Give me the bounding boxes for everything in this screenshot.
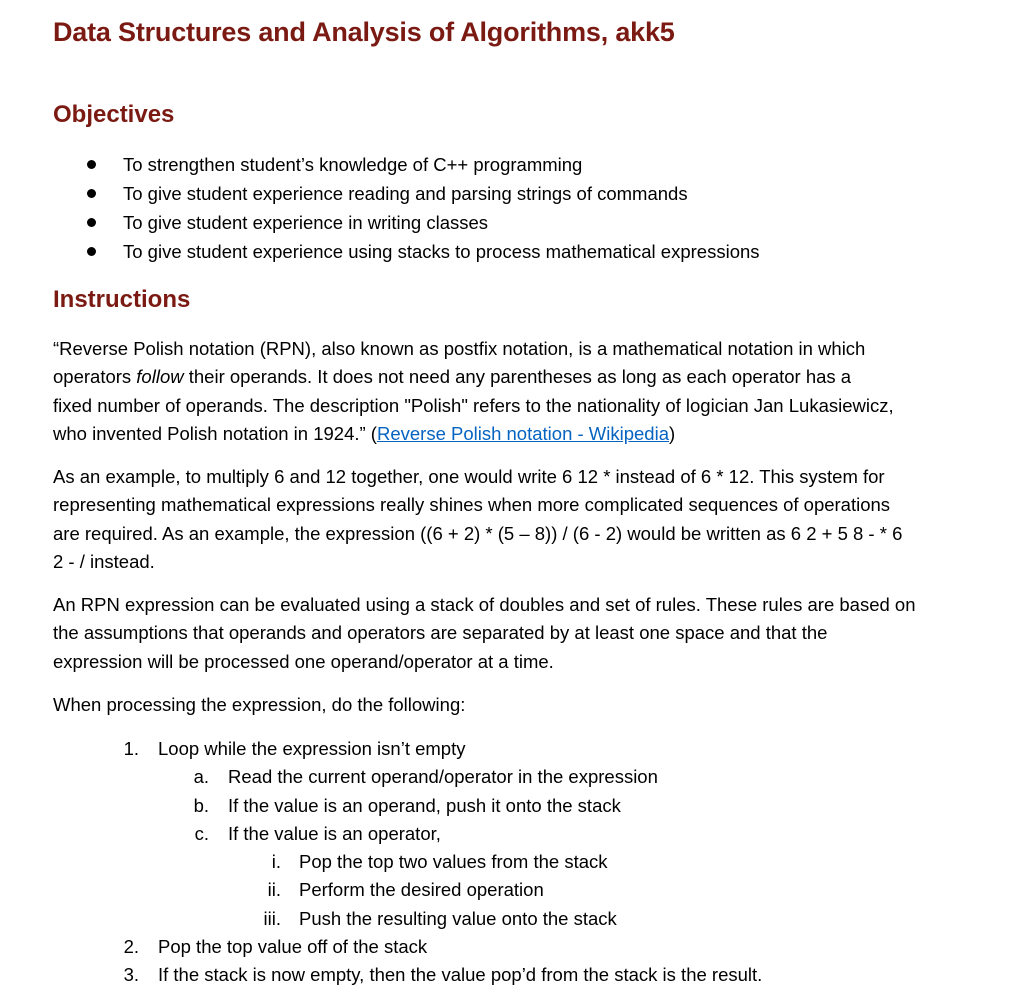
- text-run: their operands. It does not need any parentheses as long as each operator has a: [183, 366, 852, 388]
- objective-text: To strengthen student’s knowledge of C++ programming: [123, 154, 583, 175]
- step-text: Read the current operand/operator in the expression: [228, 766, 658, 788]
- bullet-icon: [87, 160, 96, 169]
- text-run: operators: [53, 366, 137, 388]
- step-item: [53, 848, 963, 876]
- step-marker: i.: [271, 851, 281, 873]
- step-marker: b.: [193, 794, 209, 816]
- step-marker: 2.: [123, 936, 139, 958]
- instructions-heading: Instructions: [53, 286, 191, 313]
- step-marker: 3.: [123, 964, 139, 986]
- paragraph-line: “Reverse Polish notation (RPN), also known as postfix notation, is a mathematical notation in which: [53, 338, 866, 359]
- paragraph-line: are required. As an example, the expression ((6 + 2) * (5 – 8)) / (6 - 2) would be written as 6 2 + 5 8 - * 6: [53, 522, 903, 544]
- step-item: [53, 905, 963, 933]
- paragraph-line: fixed number of operands. The description "Polish" refers to the nationality of logician Jan Lukasiewicz,: [53, 394, 894, 416]
- paragraph-line: representing mathematical expressions really shines when more complicated sequences of operations: [53, 494, 891, 516]
- bullet-icon: [87, 189, 96, 198]
- step-text: Pop the top two values from the stack: [299, 851, 608, 873]
- step-item: [53, 735, 963, 763]
- bullet-icon: [87, 247, 96, 256]
- list-item: [53, 152, 760, 181]
- paragraph-line: As an example, to multiply 6 and 12 together, one would write 6 12 * instead of 6 * 12. This system for: [53, 466, 885, 487]
- text-run: who invented Polish notation in 1924.” (: [53, 422, 377, 444]
- step-item: [53, 961, 963, 989]
- objectives-heading: Objectives: [53, 101, 175, 128]
- step-item: [53, 820, 963, 848]
- paragraph-line: An RPN expression can be evaluated using a stack of doubles and set of rules. These rules are based on: [53, 594, 916, 615]
- list-item: [53, 239, 760, 268]
- step-marker: a.: [193, 766, 209, 788]
- step-text: Pop the top value off of the stack: [158, 936, 428, 958]
- objective-text: To give student experience reading and parsing strings of commands: [123, 183, 688, 204]
- emphasis-text: follow: [136, 366, 184, 388]
- step-text: Loop while the expression isn’t empty: [158, 738, 466, 759]
- step-text: Perform the desired operation: [299, 879, 544, 901]
- paragraph-line: [53, 420, 963, 448]
- paragraph-line: [53, 363, 963, 391]
- evaluation-paragraph: [53, 591, 963, 676]
- rpn-quote-paragraph: [53, 335, 963, 448]
- step-text: If the stack is now empty, then the value pop’d from the stack is the result.: [158, 964, 763, 986]
- list-item: [53, 181, 760, 210]
- wikipedia-link[interactable]: Reverse Polish notation - Wikipedia: [376, 422, 669, 444]
- document-title: Data Structures and Analysis of Algorithms, akk5: [53, 17, 675, 47]
- paragraph-line: the assumptions that operands and operators are separated by at least one space and that the: [53, 622, 828, 644]
- list-item: [53, 210, 760, 239]
- step-item: [53, 933, 963, 961]
- objective-text: To give student experience in writing classes: [123, 212, 489, 233]
- step-marker: c.: [194, 822, 209, 844]
- step-item: [53, 763, 963, 791]
- step-text: If the value is an operand, push it onto the stack: [228, 794, 621, 816]
- step-text: Push the resulting value onto the stack: [299, 907, 617, 929]
- step-marker: ii.: [267, 879, 281, 901]
- bullet-icon: [87, 218, 96, 227]
- text-run: ): [669, 422, 676, 444]
- procedure-intro: When processing the expression, do the following:: [53, 694, 466, 715]
- step-item: [53, 876, 963, 904]
- step-item: [53, 792, 963, 820]
- step-marker: iii.: [263, 907, 281, 929]
- step-text: If the value is an operator,: [228, 822, 441, 844]
- objective-text: To give student experience using stacks to process mathematical expressions: [123, 241, 760, 262]
- example-paragraph: [53, 463, 963, 576]
- paragraph-line: 2 - / instead.: [53, 550, 155, 572]
- objectives-list: [53, 152, 760, 268]
- paragraph-line: expression will be processed one operand/operator at a time.: [53, 650, 554, 672]
- procedure-steps: [53, 735, 963, 990]
- step-marker: 1.: [123, 738, 139, 759]
